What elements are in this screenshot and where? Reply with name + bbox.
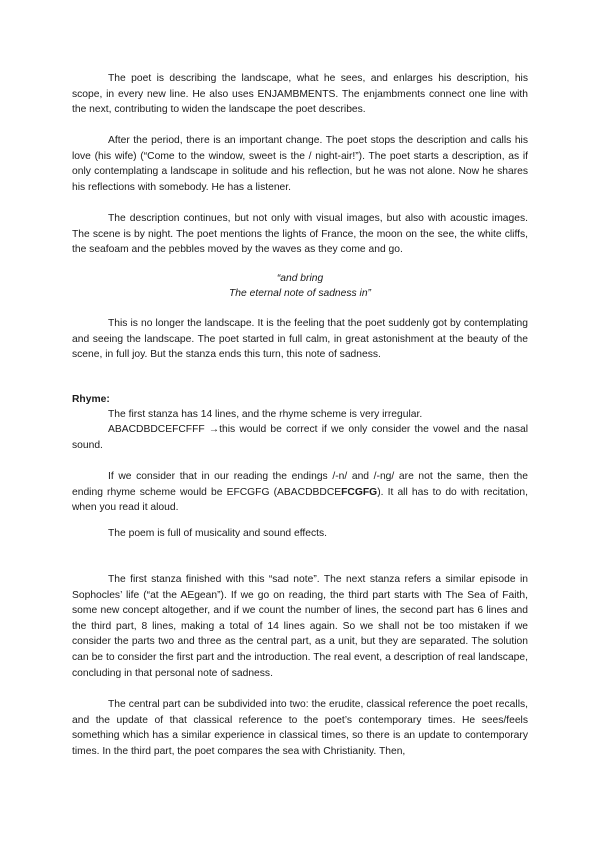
paragraph-sad-note: The first stanza finished with this “sad note”. The next stanza refers a similar episode in Sophocles’ life (“at the AEgean”). If we go on reading, the third part starts with The Sea of Faith, some new concept altogether, and if we count the number of lines, the second part has 6 lines and the third part, 8 lines, making a total of 14 lines again. So we shall not be too mistaken if we consider the parts two and three as the central part, as a unit, but they are separated. The solution can be to consider the first part and the introduction. The real event, a description of real landscape, concluding in that personal note of sadness. <box>72 574 528 679</box>
rhyme-text-after: ). It all has to do with recitation, when you read it aloud. <box>72 486 528 514</box>
paragraph-landscape: The poet is describing the landscape, what he sees, and enlarges his description, his scope, in every new line. He also uses ENJAMBMENTS. The enjambments connect one line with the next, contributing to widen the landscape the poet describes. <box>72 73 528 116</box>
rhyme-scheme-endings <box>72 469 528 516</box>
rhyme-first-stanza: The first stanza has 14 lines, and the rhyme scheme is very irregular. <box>108 409 423 420</box>
rhyme-heading: Rhyme: <box>72 394 110 405</box>
rhyme-bold-segment: FCGFG <box>341 486 378 498</box>
paragraph-important-change: After the period, there is an important change. The poet stops the description and calls his love (his wife) (“Come to the window, sweet is the / night-air!”). The poet starts a description, as if only contemplating a landscape in solitude and his reflection, but he was not alone. Now he shares his reflections with somebody. He has a listener. <box>72 135 528 193</box>
paragraph-acoustic-images: The description continues, but not only with visual images, but also with acoustic images. The scene is by night. The poet mentions the lights of France, the moon on the see, the white cliffs, the seafoam and the pebbles moved by the waves as they come and go. <box>72 213 528 256</box>
quote-line-2: The eternal note of sadness in” <box>229 288 371 299</box>
rhyme-scheme-vowel: ABACDBDCEFCFFF →this would be correct if we only consider the vowel and the nasal sound. <box>72 424 528 451</box>
paragraph-central-part: The central part can be subdivided into two: the erudite, classical reference the poet recalls, and the update of that classical reference to the poet’s contemporary times. He sees/feels something which has a similar experience in classical times, so there is an update to contemporary times. In the third part, the poet compares the sea with Christianity. Then, <box>72 699 528 757</box>
rhyme-musicality: The poem is full of musicality and sound effects. <box>108 528 328 539</box>
rhyme-text-before: If we consider that in our reading the endings /-n/ and /-ng/ are not the same, then the ending rhyme scheme would be EFCGFG (ABACDBDCE <box>72 471 528 498</box>
quote-line-1: “and bring <box>276 273 324 284</box>
paragraph-feeling: This is no longer the landscape. It is the feeling that the poet suddenly got by contemplating and seeing the landscape. The poet started in full calm, in great astonishment at the beauty of the scene, in full joy. But the stanza ends this turn, this note of sadness. <box>72 318 528 361</box>
